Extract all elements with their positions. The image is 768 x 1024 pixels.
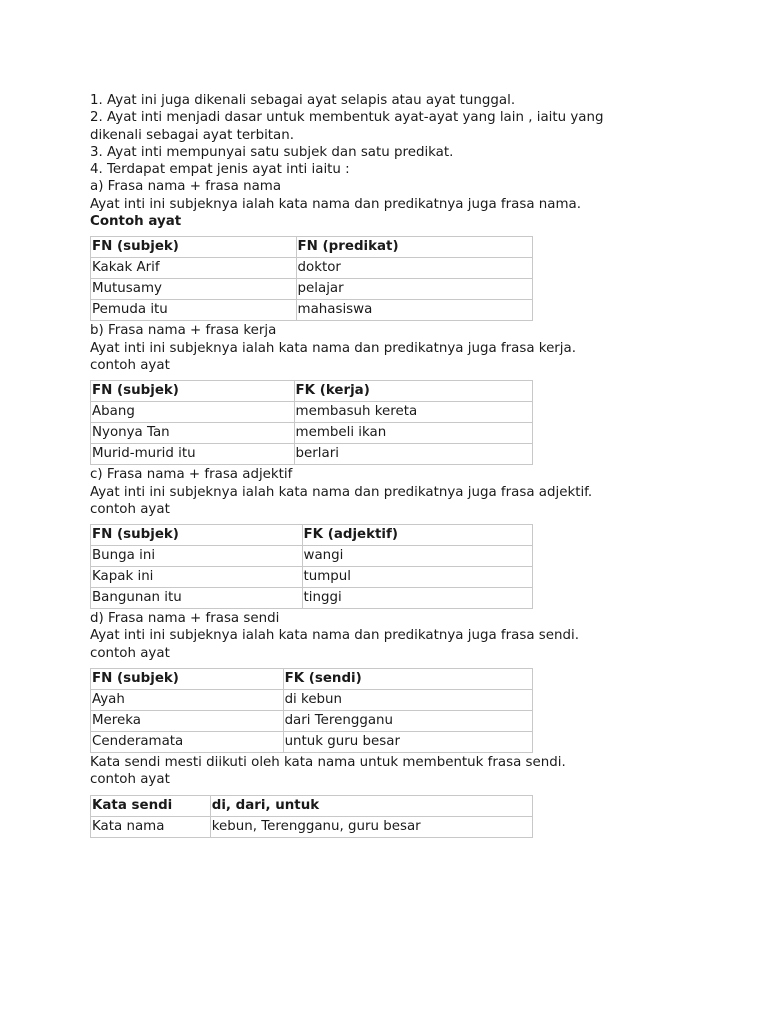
example-table	[90, 524, 533, 609]
intro-line: dikenali sebagai ayat terbitan.	[90, 127, 294, 143]
table-cell: untuk guru besar	[283, 732, 532, 753]
intro-line: 4. Terdapat empat jenis ayat inti iaitu :	[90, 162, 350, 178]
table-cell: dari Terengganu	[283, 711, 532, 732]
section-c	[90, 466, 650, 609]
section-heading: c) Frasa nama + frasa adjektif	[90, 467, 293, 483]
table-cell: tumpul	[302, 567, 532, 588]
table-cell: berlari	[294, 444, 532, 465]
document-body	[90, 92, 650, 839]
table-cell: Kata nama	[91, 816, 211, 837]
section-b	[90, 322, 650, 465]
section-heading: b) Frasa nama + frasa kerja	[90, 323, 277, 339]
header-cell: FN (subjek)	[91, 381, 295, 402]
table-cell: Mereka	[91, 711, 284, 732]
table-cell: Murid-murid itu	[91, 444, 295, 465]
table-cell: mahasiswa	[296, 300, 532, 321]
table-cell: wangi	[302, 546, 532, 567]
table-cell: Bangunan itu	[91, 588, 303, 609]
table-cell: Nyonya Tan	[91, 423, 295, 444]
table-row	[91, 423, 533, 444]
header-cell: FN (subjek)	[91, 237, 297, 258]
table-row	[91, 402, 533, 423]
example-label: contoh ayat	[90, 357, 170, 373]
example-label: contoh ayat	[90, 645, 170, 661]
table-cell: Ayah	[91, 690, 284, 711]
closing-line: Kata sendi mesti diikuti oleh kata nama untuk membentuk frasa sendi.	[90, 755, 566, 771]
example-table	[90, 668, 533, 753]
table-cell: Kakak Arif	[91, 258, 297, 279]
example-table	[90, 795, 533, 838]
section-description: Ayat inti ini subjeknya ialah kata nama dan predikatnya juga frasa adjektif.	[90, 484, 593, 500]
intro-line: 3. Ayat inti mempunyai satu subjek dan satu predikat.	[90, 144, 454, 160]
intro-line: 2. Ayat inti menjadi dasar untuk membentuk ayat-ayat yang lain , iaitu yang	[90, 110, 604, 126]
section-a	[90, 178, 650, 321]
table-header-row	[91, 525, 533, 546]
table-header-row	[91, 381, 533, 402]
table-cell: doktor	[296, 258, 532, 279]
table-cell: Pemuda itu	[91, 300, 297, 321]
table-cell: membasuh kereta	[294, 402, 532, 423]
section-d	[90, 610, 650, 753]
header-cell: FN (predikat)	[296, 237, 532, 258]
header-cell: FK (sendi)	[283, 669, 532, 690]
table-header-row	[91, 237, 533, 258]
section-heading: a) Frasa nama + frasa nama	[90, 179, 282, 195]
table-row	[91, 732, 533, 753]
table-cell: Kapak ini	[91, 567, 303, 588]
section-description: Ayat inti ini subjeknya ialah kata nama dan predikatnya juga frasa kerja.	[90, 340, 576, 356]
table-row	[91, 690, 533, 711]
table-cell: tinggi	[302, 588, 532, 609]
header-cell: FN (subjek)	[91, 525, 303, 546]
table-row	[91, 588, 533, 609]
header-cell: Kata sendi	[91, 795, 211, 816]
example-label: contoh ayat	[90, 772, 170, 788]
table-cell: Bunga ini	[91, 546, 303, 567]
table-row	[91, 258, 533, 279]
table-header-row	[91, 795, 533, 816]
example-label: Contoh ayat	[90, 214, 182, 230]
table-cell: kebun, Terengganu, guru besar	[210, 816, 532, 837]
header-cell: di, dari, untuk	[210, 795, 532, 816]
section-heading: d) Frasa nama + frasa sendi	[90, 611, 280, 627]
table-header-row	[91, 669, 533, 690]
header-cell: FK (kerja)	[294, 381, 532, 402]
closing-section	[90, 754, 650, 838]
table-cell: di kebun	[283, 690, 532, 711]
example-table	[90, 380, 533, 465]
example-table	[90, 236, 533, 321]
table-cell: Cenderamata	[91, 732, 284, 753]
table-row	[91, 546, 533, 567]
table-row	[91, 816, 533, 837]
table-row	[91, 567, 533, 588]
table-cell: pelajar	[296, 279, 532, 300]
section-description: Ayat inti ini subjeknya ialah kata nama dan predikatnya juga frasa sendi.	[90, 628, 579, 644]
table-row	[91, 444, 533, 465]
table-row	[91, 300, 533, 321]
example-label: contoh ayat	[90, 501, 170, 517]
intro-block	[90, 92, 650, 178]
intro-line: 1. Ayat ini juga dikenali sebagai ayat selapis atau ayat tunggal.	[90, 93, 516, 108]
table-row	[91, 279, 533, 300]
table-cell: Mutusamy	[91, 279, 297, 300]
table-cell: membeli ikan	[294, 423, 532, 444]
table-row	[91, 711, 533, 732]
section-description: Ayat inti ini subjeknya ialah kata nama dan predikatnya juga frasa nama.	[90, 196, 581, 212]
header-cell: FN (subjek)	[91, 669, 284, 690]
table-cell: Abang	[91, 402, 295, 423]
header-cell: FK (adjektif)	[302, 525, 532, 546]
